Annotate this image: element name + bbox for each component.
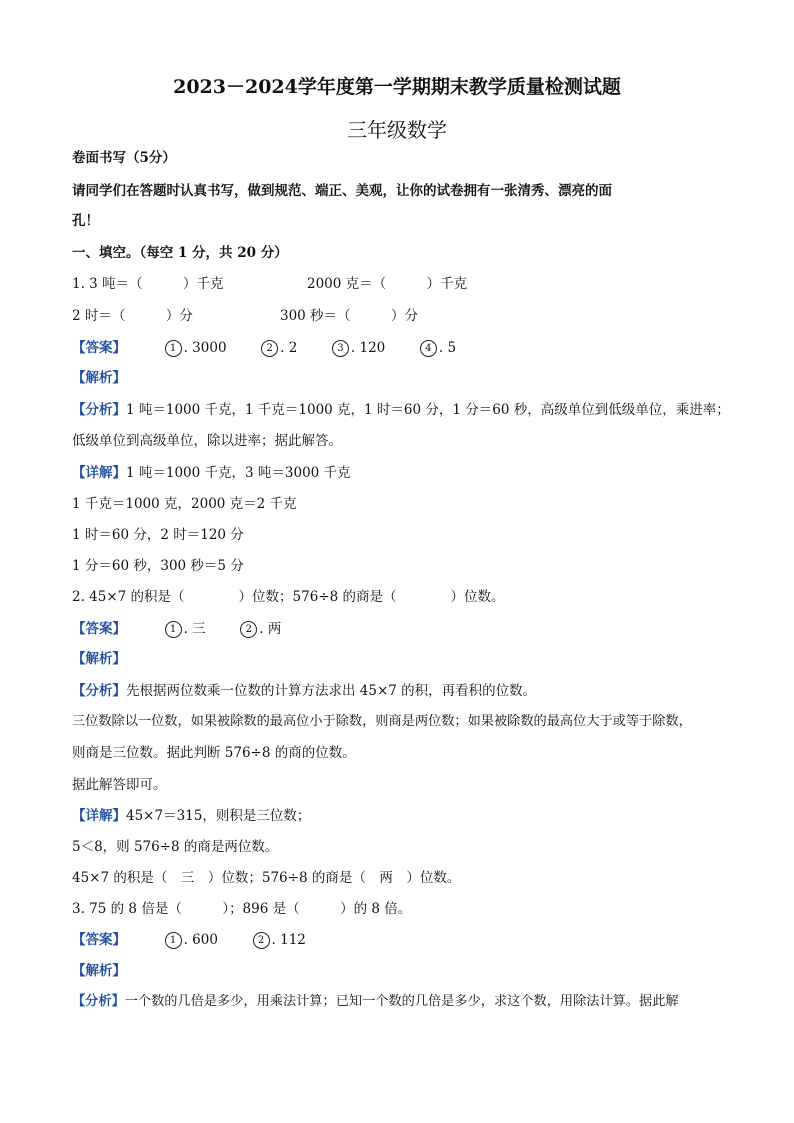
q1-answer-1: 1 . 3000 bbox=[165, 340, 227, 356]
circled-number: 1 bbox=[165, 932, 182, 949]
q2-answer-row bbox=[72, 619, 281, 639]
circled-number: 2 bbox=[253, 932, 270, 949]
q3-analysis-label: 【解析】 bbox=[72, 963, 126, 979]
q2-fenxi-1: 【分析】先根据两位数乘一位数的计算方法求出 45×7 的积，再看积的位数。 bbox=[72, 683, 537, 699]
q1-fenxi-1: 【分析】1 吨＝1000 千克，1 千克＝1000 克，1 时＝60 分，1 分＝60 秒，高级单位到低级单位，乘进率； bbox=[72, 402, 730, 418]
q1-detail-2: 1 千克＝1000 克，2000 克＝2 千克 bbox=[72, 496, 297, 512]
q2-detail-1: 【详解】45×7＝315，则积是三位数； bbox=[72, 808, 311, 824]
q2-fenxi-2: 三位数除以一位数，如果被除数的最高位小于除数，则商是两位数；如果被除数的最高位大于或等于除数， bbox=[72, 714, 692, 729]
answer-label: 【答案】 bbox=[72, 340, 126, 356]
q2-detail-3: 45×7 的积是（ 三 ）位数；576÷8 的商是（ 两 ）位数。 bbox=[72, 870, 461, 886]
q1-line-1a: 1. 3 吨＝（ ）千克 bbox=[72, 276, 224, 292]
q3-fenxi-1: 【分析】一个数的几倍是多少，用乘法计算；已知一个数的几倍是多少，求这个数，用除法计算。据此解 bbox=[72, 994, 679, 1009]
q1-detail-4: 1 分＝60 秒，300 秒＝5 分 bbox=[72, 558, 244, 574]
handwriting-heading: 卷面书写（5分） bbox=[72, 150, 176, 166]
q1-answer-4: 4 . 5 bbox=[420, 340, 456, 356]
q1-answer-2: 2 . 2 bbox=[261, 340, 297, 356]
answer-label: 【答案】 bbox=[72, 621, 126, 637]
circled-number: 1 bbox=[165, 621, 182, 638]
q3-answer-row bbox=[72, 930, 306, 950]
q2-detail-2: 5＜8，则 576÷8 的商是两位数。 bbox=[72, 839, 279, 855]
q2-answer-2: 2 . 两 bbox=[240, 621, 281, 637]
answer-label: 【答案】 bbox=[72, 932, 126, 948]
q2-answer-1: 1 . 三 bbox=[165, 621, 206, 637]
q1-detail-3: 1 时＝60 分，2 时＝120 分 bbox=[72, 527, 244, 543]
circled-number: 2 bbox=[240, 621, 257, 638]
q2-fenxi-3: 则商是三位数。据此判断 576÷8 的商的位数。 bbox=[72, 745, 356, 761]
q1-line-1b: 2000 克＝（ ）千克 bbox=[307, 276, 468, 292]
circled-number: 1 bbox=[165, 340, 182, 357]
q1-detail-1: 【详解】1 吨＝1000 千克，3 吨＝3000 千克 bbox=[72, 465, 351, 481]
q3-question: 3. 75 的 8 倍是（ ）；896 是（ ）的 8 倍。 bbox=[72, 901, 412, 917]
handwriting-note-1: 请同学们在答题时认真书写，做到规范、端正、美观，让你的试卷拥有一张清秀、漂亮的面 bbox=[72, 183, 612, 199]
circled-number: 3 bbox=[332, 340, 349, 357]
page-subtitle: 三年级数学 bbox=[347, 118, 447, 142]
q1-answer-row bbox=[72, 338, 456, 358]
q1-line-2a: 2 时＝（ ）分 bbox=[72, 308, 193, 324]
q1-line-2b: 300 秒＝（ ）分 bbox=[280, 308, 419, 324]
circled-number: 4 bbox=[420, 340, 437, 357]
circled-number: 2 bbox=[261, 340, 278, 357]
q2-question: 2. 45×7 的积是（ ）位数；576÷8 的商是（ ）位数。 bbox=[72, 589, 505, 605]
handwriting-note-2: 孔！ bbox=[72, 213, 99, 229]
q1-answer-3: 3 . 120 bbox=[332, 340, 385, 356]
q3-answer-2: 2 . 112 bbox=[253, 932, 306, 948]
page-title: 2023－2024学年度第一学期期末教学质量检测试题 bbox=[173, 76, 621, 98]
section-1-heading: 一、填空。（每空 1 分，共 20 分） bbox=[72, 245, 288, 261]
q2-analysis-label: 【解析】 bbox=[72, 651, 126, 667]
q1-analysis-label: 【解析】 bbox=[72, 370, 126, 386]
q3-answer-1: 1 . 600 bbox=[165, 932, 218, 948]
q1-fenxi-2: 低级单位到高级单位，除以进率；据此解答。 bbox=[72, 433, 342, 449]
q2-fenxi-4: 据此解答即可。 bbox=[72, 777, 167, 793]
